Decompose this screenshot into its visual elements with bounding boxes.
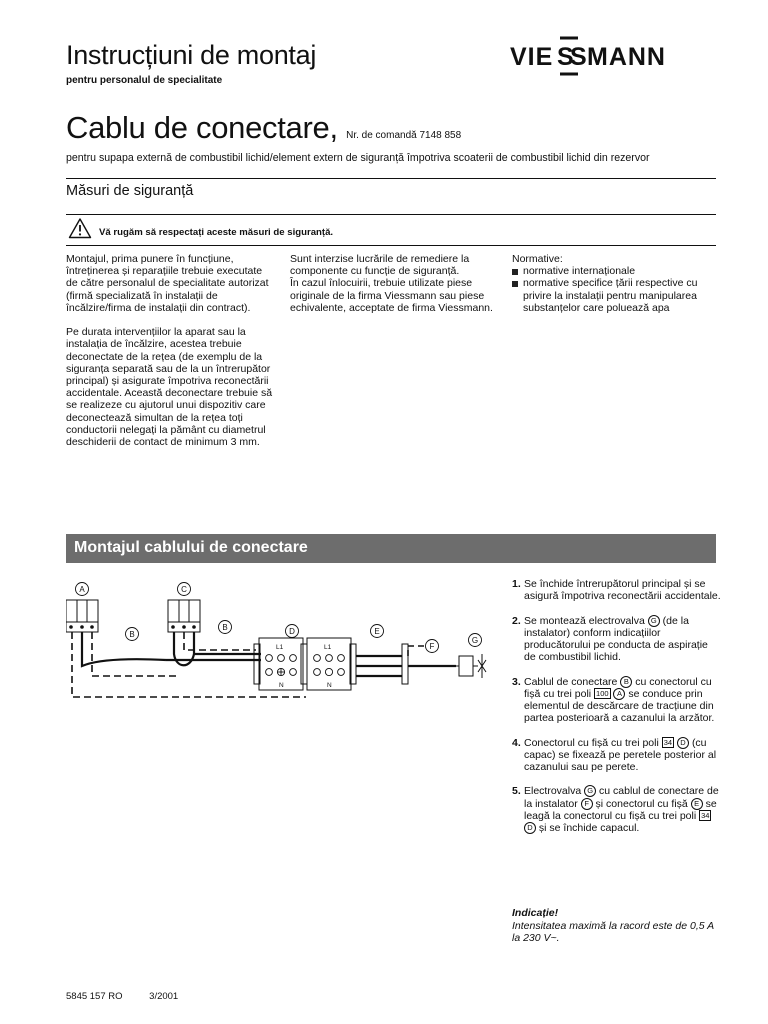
divider [66, 245, 716, 246]
step-number: 2. [512, 614, 521, 627]
step-text: Se montează electrovalva [524, 614, 645, 627]
step-number: 5. [512, 785, 521, 798]
section-header-bar [66, 534, 716, 563]
diagram-label: D [289, 627, 295, 636]
diagram-label: G [471, 636, 479, 645]
product-name: Cablu de conectare, [66, 110, 338, 145]
step-text: se leagă la conectorul cu fișă cu trei poli [524, 797, 717, 822]
square-bullet-icon [512, 281, 518, 287]
norms-label: Normative: [512, 253, 563, 265]
warning-box [66, 214, 716, 246]
svg-text:S: S [557, 43, 574, 71]
list-item [512, 578, 722, 602]
diagram-label: E [374, 627, 380, 636]
step-text: Se închide întrerupătorul principal și se asigură împotriva reconectării accidentale. [524, 578, 721, 603]
paragraph: Sunt interzise lucrările de remediere la componente cu funcție de siguranță. [290, 253, 470, 278]
step-text: (cu capac) se fixează pe peretele posterior al cazanului sau pe perete. [524, 736, 717, 773]
divider [66, 178, 716, 179]
list-item [512, 265, 722, 277]
norm-text: normative internaționale [523, 265, 636, 278]
step-text: și se închide capacul. [538, 822, 640, 834]
product-title [66, 110, 461, 146]
paragraph: Pe durata intervențiilor la aparat sau la instalația de încălzire, acestea trebuie deconectate de la rețea (de exemplu de la siguranța separată sau de la un întrerupător principal) și asigurate împotriva reconectării accidentale. Această deconectare trebuie să se realizeze cu ajutorul unui dispozitiv care deconectează simultan de la rețea toți conductorii nelegați la pământ cu diametrul deschiderii de contact de minimum 3 mm. [66, 326, 273, 449]
step-number: 4. [512, 736, 521, 749]
terminal-label: N [279, 682, 284, 689]
label-d: D [677, 737, 689, 749]
paragraph: Montajul, prima punere în funcțiune, întreținerea și reparațiile trebuie executate de către personalul de specialitate autorizat (firmă specializată în instalații de încălzire/firma de instalații din contract). [66, 253, 269, 314]
step-text: și conectorul cu fișă [595, 797, 688, 810]
norms-column [512, 253, 722, 314]
label-g: G [584, 785, 596, 797]
svg-text:MANN: MANN [587, 43, 666, 71]
list-item [512, 615, 722, 664]
list-item [512, 737, 722, 774]
step-text: Electrovalva [524, 785, 582, 798]
label-g: G [648, 615, 660, 627]
safety-column-2 [290, 253, 500, 314]
note-text: Intensitatea maximă la racord este de 0,5 A la 230 V~. [512, 919, 714, 945]
list-item [512, 277, 722, 314]
warning-triangle-icon [68, 217, 92, 239]
step-number: 3. [512, 675, 521, 688]
step-text: cu cablul de conectare de la instalator [524, 785, 719, 810]
list-item [512, 676, 722, 725]
norm-text: normative specifice țării respective cu privire la instalații pentru manipularea substanțelor care poluează apa [523, 277, 698, 314]
note-title: Indicație! [512, 907, 559, 919]
plug-code-box: 34 [701, 810, 710, 820]
divider [66, 214, 716, 215]
warning-text: Vă rugăm să respectați aceste măsuri de siguranță. [99, 227, 334, 238]
square-bullet-icon [512, 269, 518, 275]
label-b: B [620, 676, 632, 688]
viessmann-logo [510, 34, 716, 78]
diagram-label: A [79, 585, 85, 594]
step-text: se conduce prin elementul de descărcare de tracțiune din partea posterioară a cazanului la arzător. [524, 687, 715, 725]
order-number: Nr. de comandă 7148 858 [346, 130, 462, 141]
paragraph: În cazul înlocuirii, trebuie utilizate piese originale de la firma Viessmann sau piese echivalente, acceptate de firma Viessmann. [290, 277, 493, 314]
solenoid-valve-g [459, 656, 473, 676]
label-e: E [691, 798, 703, 810]
svg-text:VIE: VIE [510, 43, 554, 71]
safety-heading: Măsuri de siguranță [66, 183, 194, 199]
terminal-label: L1 [276, 644, 284, 651]
step-text: Cablul de conectare [524, 675, 618, 688]
plug-code-box: 100 [596, 688, 609, 698]
diagram-label: B [222, 623, 228, 632]
list-item [512, 785, 722, 834]
section-title: Montajul cablului de conectare [74, 539, 308, 556]
document-date: 3/2001 [149, 991, 179, 1002]
plug-code-box: 34 [663, 737, 673, 747]
diagram-label: F [429, 642, 435, 651]
terminal-label: N [327, 682, 332, 689]
step-text: cu conectorul cu fișă cu trei poli [524, 675, 712, 700]
step-text: Conectorul cu fișă cu trei poli [524, 736, 659, 749]
svg-text:S: S [570, 43, 587, 71]
document-title: Instrucțiuni de montaj [66, 40, 317, 70]
document-number: 5845 157 RO [66, 991, 123, 1002]
note [512, 907, 722, 945]
label-a: A [613, 688, 625, 700]
step-number: 1. [512, 578, 521, 590]
diagram-label: C [181, 585, 187, 594]
wiring-diagram [66, 574, 491, 704]
installation-steps [512, 578, 722, 846]
product-description: pentru supapa externă de combustibil lichid/element extern de siguranță împotriva scoaterii de combustibil lichid din rezervor [66, 152, 650, 164]
terminal-label: L1 [324, 644, 332, 651]
footer [66, 991, 178, 1002]
label-f: F [581, 798, 593, 810]
step-text: (de la instalator) conform indicațiilor producătorului pe conducta de aspirație de combustibil lichid. [524, 614, 708, 664]
document-audience: pentru personalul de specialitate [66, 75, 223, 86]
safety-column-1 [66, 253, 276, 460]
diagram-label: B [129, 630, 135, 639]
label-d: D [524, 822, 536, 834]
